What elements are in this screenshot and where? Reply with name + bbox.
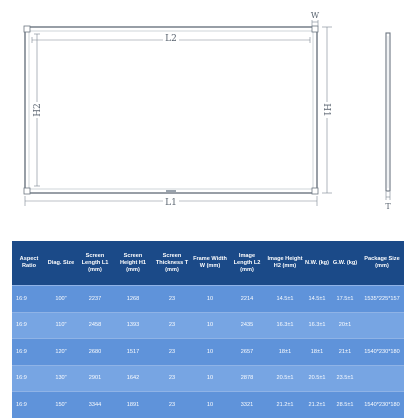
- cell-aspect-ratio: 16:9: [12, 339, 46, 366]
- cell-screen-height: 1517: [114, 339, 152, 366]
- screen-front-view: [24, 26, 318, 194]
- cell-gross-weight: 28.5±1: [330, 392, 360, 418]
- w-label: W: [310, 11, 320, 20]
- table-row: [12, 286, 404, 313]
- frame-corner-tl: [24, 26, 30, 32]
- cell-image-height: 14.5±1: [266, 286, 304, 313]
- cell-screen-thickness: 23: [152, 365, 192, 392]
- table-row: [12, 312, 404, 339]
- frame-corner-br: [312, 188, 318, 194]
- header-screen-thickness: Screen Thickness T (mm): [152, 241, 192, 286]
- cell-aspect-ratio: 16:9: [12, 365, 46, 392]
- cell-frame-width: 10: [192, 286, 228, 313]
- screen-side-view: [386, 33, 390, 191]
- cell-frame-width: 10: [192, 339, 228, 366]
- header-package-size: Package Size (mm): [360, 241, 404, 286]
- cell-screen-thickness: 23: [152, 312, 192, 339]
- cell-gross-weight: 20±1: [330, 312, 360, 339]
- cell-screen-length: 2901: [76, 365, 114, 392]
- header-aspect-ratio: Aspect Ratio: [12, 241, 46, 286]
- cell-screen-length: 2458: [76, 312, 114, 339]
- h1-label: H1: [321, 103, 331, 117]
- cell-net-weight: 20.5±1: [304, 365, 330, 392]
- cell-diag-size: 150": [46, 392, 76, 418]
- cell-gross-weight: 17.5±1: [330, 286, 360, 313]
- cell-aspect-ratio: 16:9: [12, 286, 46, 313]
- cell-frame-width: 10: [192, 392, 228, 418]
- cell-package-size: 1540*230*180: [360, 392, 404, 418]
- cell-screen-height: 1393: [114, 312, 152, 339]
- l1-label: L1: [165, 198, 177, 208]
- cell-image-height: 16.3±1: [266, 312, 304, 339]
- cell-image-length: 3321: [228, 392, 266, 418]
- cell-screen-height: 1642: [114, 365, 152, 392]
- header-diag-size: Diag. Size: [46, 241, 76, 286]
- t-label: T: [385, 202, 391, 211]
- cell-image-length: 2878: [228, 365, 266, 392]
- specification-table: [12, 241, 404, 418]
- cell-aspect-ratio: 16:9: [12, 312, 46, 339]
- cell-frame-width: 10: [192, 365, 228, 392]
- cell-screen-length: 3344: [76, 392, 114, 418]
- cell-image-length: 2214: [228, 286, 266, 313]
- cell-frame-width: 10: [192, 312, 228, 339]
- l2-label: L2: [165, 34, 177, 44]
- frame-corner-bl: [24, 188, 30, 194]
- header-screen-height: Screen Height H1 (mm): [114, 241, 152, 286]
- table-row: [12, 392, 404, 418]
- header-frame-width: Frame Width W (mm): [192, 241, 228, 286]
- cell-image-height: 18±1: [266, 339, 304, 366]
- cell-net-weight: 16.3±1: [304, 312, 330, 339]
- screen-outer-frame: [25, 27, 317, 193]
- cell-image-length: 2435: [228, 312, 266, 339]
- t-dimension-marker: [386, 192, 390, 200]
- cell-package-size: [360, 365, 404, 392]
- cell-screen-length: 2237: [76, 286, 114, 313]
- header-gross-weight: G.W. (kg): [330, 241, 360, 286]
- h2-label: H2: [33, 103, 43, 117]
- cell-gross-weight: 23.5±1: [330, 365, 360, 392]
- frame-logo-mark: [166, 190, 176, 192]
- header-image-height: Image Height H2 (mm): [266, 241, 304, 286]
- cell-aspect-ratio: 16:9: [12, 392, 46, 418]
- cell-package-size: 1540*230*180: [360, 339, 404, 366]
- screen-inner-edge: [29, 31, 313, 189]
- cell-screen-thickness: 23: [152, 286, 192, 313]
- cell-package-size: [360, 312, 404, 339]
- table-row: [12, 365, 404, 392]
- table-row: [12, 339, 404, 366]
- cell-image-length: 2657: [228, 339, 266, 366]
- cell-screen-height: 1891: [114, 392, 152, 418]
- header-screen-length: Screen Length L1 (mm): [76, 241, 114, 286]
- cell-package-size: 1535*225*157: [360, 286, 404, 313]
- header-net-weight: N.W. (kg): [304, 241, 330, 286]
- cell-image-height: 20.5±1: [266, 365, 304, 392]
- cell-screen-thickness: 23: [152, 392, 192, 418]
- cell-net-weight: 18±1: [304, 339, 330, 366]
- header-image-length: Image Length L2 (mm): [228, 241, 266, 286]
- cell-screen-thickness: 23: [152, 339, 192, 366]
- cell-gross-weight: 21±1: [330, 339, 360, 366]
- cell-screen-height: 1268: [114, 286, 152, 313]
- cell-image-height: 21.2±1: [266, 392, 304, 418]
- cell-diag-size: 120": [46, 339, 76, 366]
- cell-diag-size: 130": [46, 365, 76, 392]
- cell-net-weight: 14.5±1: [304, 286, 330, 313]
- cell-net-weight: 21.2±1: [304, 392, 330, 418]
- cell-diag-size: 100": [46, 286, 76, 313]
- frame-corner-tr: [312, 26, 318, 32]
- table-header-row: [12, 241, 404, 286]
- cell-screen-length: 2680: [76, 339, 114, 366]
- cell-diag-size: 110": [46, 312, 76, 339]
